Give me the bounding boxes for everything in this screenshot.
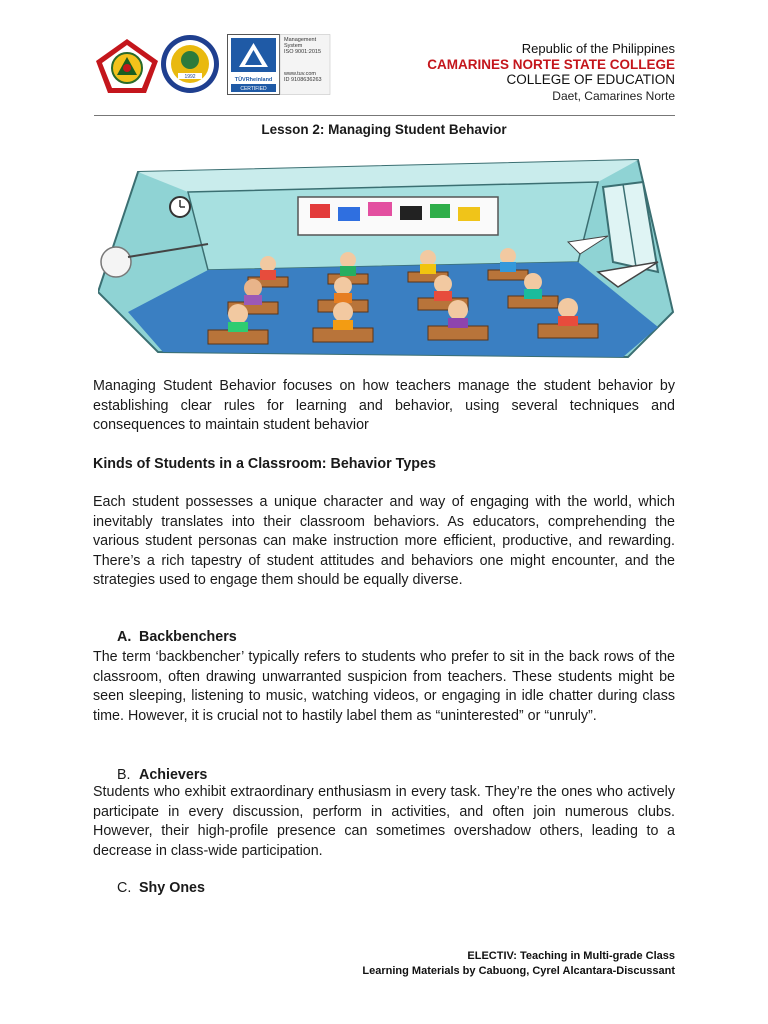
section-letter: C. xyxy=(117,880,132,896)
footer-course: ELECTIV: Teaching in Multi-grade Class xyxy=(467,950,675,962)
footer-author: Learning Materials by Cabuong, Cyrel Alcantara-Discussant xyxy=(362,965,675,977)
section-heading-shy-ones xyxy=(117,879,417,899)
classroom-illustration xyxy=(98,152,678,364)
tuv-contact-label xyxy=(284,71,322,83)
tuv-line4: www.tuv.com xyxy=(284,71,316,77)
section-title: Achievers xyxy=(139,767,208,783)
crumpled-paper-icon xyxy=(101,247,131,277)
coe-seal-year: 1992 xyxy=(184,74,196,80)
kinds-paragraph: Each student possesses a unique character and way of engaging with the world, which inevitably translates into their classroom behaviors. As educators, comprehending the various student personas can make instruction more efficient, productive, and rewarding. There’s a rich tapestry of student attitudes and behaviors one might encounter, and the strategies used to engage them should be equally diverse. xyxy=(93,494,675,588)
intro-paragraph: Managing Student Behavior focuses on how teachers manage the student behavior by establishing clear rules for learning and behavior, using several techniques and consequences to maintain student behavior xyxy=(93,378,675,433)
header-divider xyxy=(94,115,675,116)
college-name: CAMARINES NORTE STATE COLLEGE xyxy=(427,57,675,72)
tuv-brand-text: TÜVRheinland xyxy=(234,77,273,83)
tuv-certified-text: CERTIFIED xyxy=(240,86,267,92)
letterhead xyxy=(94,33,675,105)
department-name: COLLEGE OF EDUCATION xyxy=(506,72,675,87)
section-title: Shy Ones xyxy=(139,880,205,896)
kinds-heading: Kinds of Students in a Classroom: Behavior Types xyxy=(93,456,436,472)
section-body-achievers: Students who exhibit extraordinary enthusiasm in every task. They’re the ones who actively participate in every discussion, perform in activities, and often join numerous clubs. However, their high-profile presence can sometimes overshadow others, leading to a decrease in class-wide participation. xyxy=(93,784,675,859)
cnsc-seal-logo xyxy=(94,37,160,95)
section-heading-backbenchers xyxy=(117,628,417,648)
section-title: Backbenchers xyxy=(139,629,237,645)
section-letter: A. xyxy=(117,629,132,645)
lesson-title: Lesson 2: Managing Student Behavior xyxy=(261,122,507,137)
college-location: Daet, Camarines Norte xyxy=(552,89,675,103)
republic-text: Republic of the Philippines xyxy=(521,41,675,56)
footer xyxy=(362,949,675,979)
logos xyxy=(94,33,334,97)
institution-block xyxy=(427,41,675,104)
tuv-line5: ID 9108636263 xyxy=(284,77,322,83)
section-body-backbenchers: The term ‘backbencher’ typically refers to students who prefer to sit in the back rows of the classroom, often drawing unwarranted suspicion from teachers. These students might be seen sleeping, listening to music, watching videos, or engaging in idle chatter during class time. However, it is crucial not to hastily label them as “uninterested” or “unruly”. xyxy=(93,649,675,724)
tuv-line1: Management xyxy=(284,37,317,43)
tuv-line3: ISO 9001:2015 xyxy=(284,49,322,55)
tuv-line2: System xyxy=(284,43,303,49)
college-of-education-seal-logo xyxy=(160,33,220,95)
section-letter: B. xyxy=(117,767,131,783)
tuv-management-label xyxy=(284,37,321,55)
